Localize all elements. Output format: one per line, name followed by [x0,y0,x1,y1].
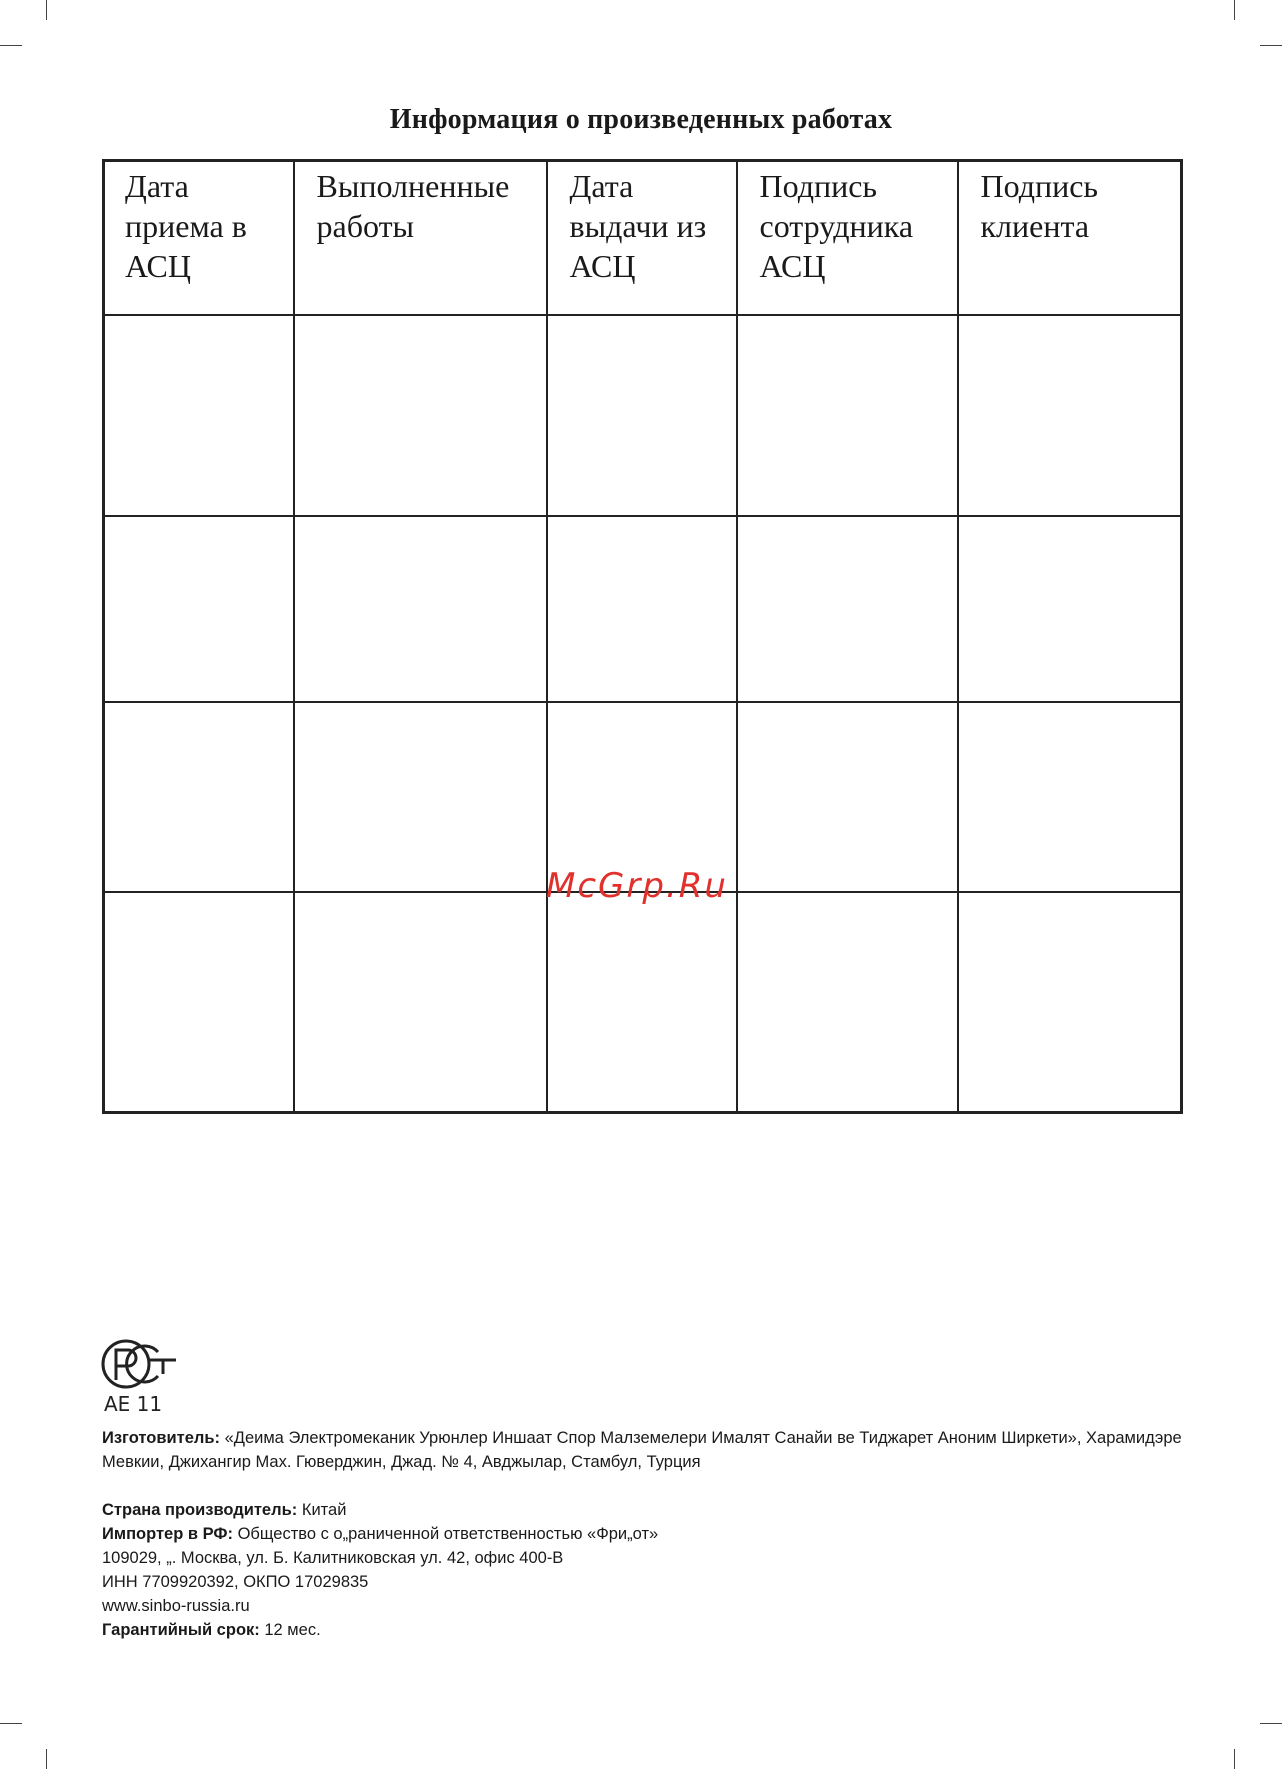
warranty-line [102,1618,1182,1642]
table-cell[interactable] [737,702,958,892]
header-acceptance-date: Дата приема в АСЦ [104,161,294,316]
country-line [102,1498,1182,1522]
table-cell[interactable] [104,516,294,702]
table-cell[interactable] [737,516,958,702]
manufacturer-text: «Деима Электромеканик Урюнлер Иншаат Спор Малземелери Ималят Санайи ве Тиджарет Аноним Ширкети», Харамидэре Мевкии, Джихангир Мах. Гюверджин, Джад. № 4, Авджылар, Стамбул, Турция [102,1429,1182,1471]
certification-code: AE 11 [104,1392,163,1416]
crop-mark [46,0,47,20]
table-cell[interactable] [737,892,958,1113]
service-work-table [102,159,1183,1114]
crop-mark [1260,1723,1282,1724]
crop-mark [0,1723,22,1724]
page-title: Информация о произведенных работах [389,104,893,135]
table-cell[interactable] [547,315,737,516]
header-work-done: Выполненные работы [294,161,547,316]
table-cell[interactable] [547,516,737,702]
manufacturer-info [102,1426,1182,1642]
table-header-row [104,161,1182,316]
header-client-signature: Подпись клиента [958,161,1182,316]
importer-value: Общество с о„раниченной ответственностью «Фри„от» [237,1525,659,1543]
table-row [104,702,1182,892]
manufacturer-label: Изготовитель: [102,1429,220,1447]
table-cell[interactable] [737,315,958,516]
table-cell[interactable] [104,702,294,892]
crop-mark [0,45,22,46]
table-cell[interactable] [958,516,1182,702]
table-cell[interactable] [294,516,547,702]
table-row [104,516,1182,702]
crop-mark [46,1749,47,1769]
table-cell[interactable] [294,702,547,892]
warranty-value: 12 мес. [264,1621,321,1639]
importer-tax-ids: ИНН 7709920392, ОКПО 17029835 [102,1573,369,1591]
website-link[interactable]: www.sinbo-russia.ru [102,1597,250,1615]
table-cell[interactable] [958,702,1182,892]
table-cell[interactable] [104,892,294,1113]
table-cell[interactable] [547,702,737,892]
manufacturer-line [102,1426,1182,1474]
table-cell[interactable] [104,315,294,516]
header-staff-signature: Подпись сотрудника АСЦ [737,161,958,316]
table-cell[interactable] [294,892,547,1113]
rst-certification-mark-icon [100,1336,180,1392]
table-cell[interactable] [294,315,547,516]
crop-mark [1260,45,1282,46]
importer-address: 109029, „. Москва, ул. Б. Калитниковская ул. 42, офис 400-В [102,1549,564,1567]
header-release-date: Дата выдачи из АСЦ [547,161,737,316]
country-label: Страна производитель: [102,1501,298,1519]
importer-label: Импортер в РФ: [102,1525,233,1543]
country-value: Китай [301,1501,347,1519]
crop-mark [1234,1749,1235,1769]
table-row [104,315,1182,516]
importer-line [102,1522,1182,1546]
table-cell[interactable] [547,892,737,1113]
crop-mark [1234,0,1235,20]
table-row [104,892,1182,1113]
warranty-label: Гарантийный срок: [102,1621,260,1639]
table-cell[interactable] [958,315,1182,516]
table-cell[interactable] [958,892,1182,1113]
watermark: McGrp.Ru [546,866,728,906]
